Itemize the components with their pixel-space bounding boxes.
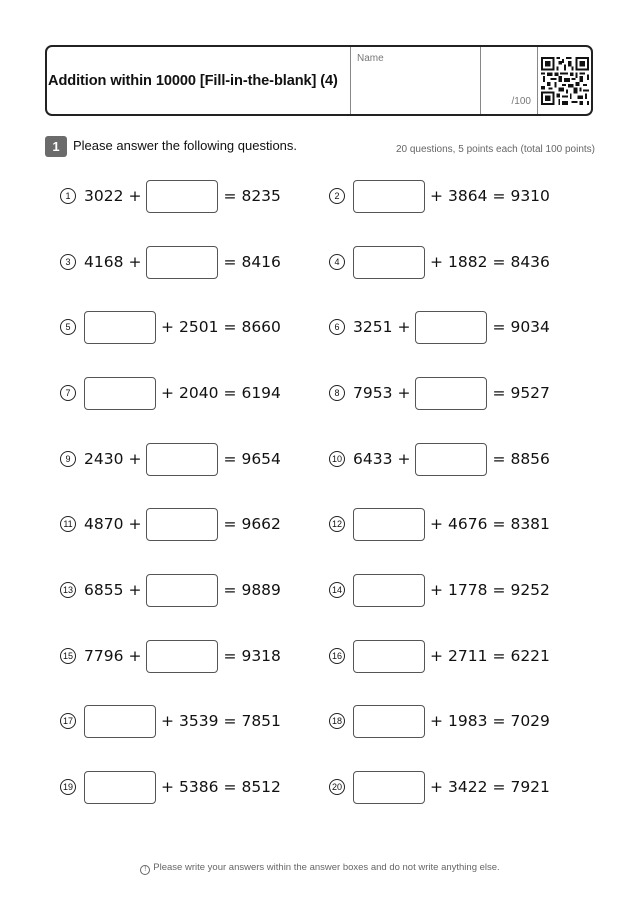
question-number-badge: 10: [329, 451, 345, 467]
equals-sign: =: [223, 515, 237, 533]
plus-sign: +: [430, 647, 443, 665]
question-number-badge: 19: [60, 779, 76, 795]
answer-box[interactable]: [84, 311, 156, 344]
qr-code-icon: [541, 57, 589, 105]
equals-sign: =: [223, 647, 237, 665]
addend-b: 3539: [179, 712, 219, 730]
sum-value: 8512: [241, 778, 281, 796]
equals-sign: =: [223, 318, 237, 336]
answer-box[interactable]: [353, 574, 425, 607]
plus-sign: +: [397, 384, 411, 402]
addend-b: 4676: [448, 515, 488, 533]
plus-sign: +: [161, 712, 174, 730]
score-field: [481, 47, 538, 114]
question-number-badge: 18: [329, 713, 345, 729]
equals-sign: =: [223, 450, 237, 468]
question-9: [60, 441, 281, 477]
answer-box[interactable]: [146, 443, 218, 476]
question-number-badge: 7: [60, 385, 76, 401]
answer-box[interactable]: [146, 180, 218, 213]
question-number-badge: 17: [60, 713, 76, 729]
addend-b: 3864: [448, 187, 488, 205]
equals-sign: =: [492, 187, 506, 205]
answer-box[interactable]: [146, 640, 218, 673]
answer-box[interactable]: [353, 705, 425, 738]
addend-a: 2430: [84, 450, 124, 468]
sum-value: 6221: [510, 647, 550, 665]
name-label: Name: [357, 53, 384, 64]
question-number-badge: 12: [329, 516, 345, 532]
question-12: [329, 506, 550, 542]
answer-box[interactable]: [84, 705, 156, 738]
answer-box[interactable]: [353, 508, 425, 541]
equals-sign: =: [223, 253, 237, 271]
plus-sign: +: [128, 253, 142, 271]
answer-box[interactable]: [84, 377, 156, 410]
plus-sign: +: [128, 450, 142, 468]
question-number-badge: 14: [329, 582, 345, 598]
sum-value: 6194: [241, 384, 281, 402]
plus-sign: +: [128, 581, 142, 599]
sum-value: 7851: [241, 712, 281, 730]
qr-cell: [538, 47, 591, 114]
addend-b: 1882: [448, 253, 488, 271]
plus-sign: +: [430, 253, 443, 271]
equals-sign: =: [223, 778, 237, 796]
answer-box[interactable]: [415, 377, 487, 410]
addend-a: 4870: [84, 515, 124, 533]
equals-sign: =: [492, 647, 506, 665]
question-10: [329, 441, 550, 477]
equals-sign: =: [492, 712, 506, 730]
answer-box[interactable]: [415, 311, 487, 344]
plus-sign: +: [430, 712, 443, 730]
points-note: 20 questions, 5 points each (total 100 points): [395, 144, 595, 155]
equals-sign: =: [223, 712, 237, 730]
plus-sign: +: [128, 647, 142, 665]
sum-value: 9034: [510, 318, 550, 336]
question-17: [60, 703, 281, 739]
plus-sign: +: [430, 515, 443, 533]
worksheet-header: [45, 45, 593, 116]
equals-sign: =: [492, 515, 506, 533]
question-number-badge: 5: [60, 319, 76, 335]
question-19: [60, 769, 281, 805]
plus-sign: +: [430, 187, 443, 205]
answer-box[interactable]: [353, 246, 425, 279]
question-6: [329, 309, 550, 345]
question-number-badge: 9: [60, 451, 76, 467]
plus-sign: +: [430, 581, 443, 599]
score-label: /100: [511, 96, 531, 107]
equals-sign: =: [223, 581, 237, 599]
addend-b: 2501: [179, 318, 219, 336]
question-11: [60, 506, 281, 542]
addend-b: 1778: [448, 581, 488, 599]
footer-note: [0, 862, 640, 875]
sum-value: 9654: [241, 450, 281, 468]
plus-sign: +: [161, 384, 174, 402]
equals-sign: =: [492, 384, 506, 402]
sum-value: 8856: [510, 450, 550, 468]
question-number-badge: 15: [60, 648, 76, 664]
sum-value: 8416: [241, 253, 281, 271]
question-18: [329, 703, 550, 739]
question-20: [329, 769, 550, 805]
question-13: [60, 572, 281, 608]
name-field[interactable]: [351, 47, 481, 114]
question-number-badge: 8: [329, 385, 345, 401]
footer-text: Please write your answers within the answer boxes and do not write anything else.: [153, 862, 500, 873]
answer-box[interactable]: [84, 771, 156, 804]
addend-a: 6855: [84, 581, 124, 599]
sum-value: 8660: [241, 318, 281, 336]
worksheet-title: Addition within 10000 [Fill-in-the-blank] (4): [48, 72, 338, 89]
question-number-badge: 20: [329, 779, 345, 795]
answer-box[interactable]: [353, 180, 425, 213]
title-cell: [47, 47, 351, 114]
addend-b: 3422: [448, 778, 488, 796]
info-icon: !: [140, 865, 150, 875]
sum-value: 8436: [510, 253, 550, 271]
question-number-badge: 11: [60, 516, 76, 532]
plus-sign: +: [161, 778, 174, 796]
equals-sign: =: [492, 318, 506, 336]
sum-value: 8381: [510, 515, 550, 533]
question-number-badge: 6: [329, 319, 345, 335]
plus-sign: +: [397, 318, 411, 336]
answer-box[interactable]: [146, 574, 218, 607]
answer-box[interactable]: [353, 771, 425, 804]
equals-sign: =: [223, 384, 237, 402]
sum-value: 9662: [241, 515, 281, 533]
plus-sign: +: [128, 515, 142, 533]
addend-a: 7953: [353, 384, 393, 402]
question-4: [329, 244, 550, 280]
section-instruction: Please answer the following questions.: [73, 138, 298, 153]
plus-sign: +: [430, 778, 443, 796]
question-15: [60, 638, 281, 674]
sum-value: 7921: [510, 778, 550, 796]
equals-sign: =: [492, 450, 506, 468]
addend-b: 5386: [179, 778, 219, 796]
question-number-badge: 13: [60, 582, 76, 598]
addend-b: 2040: [179, 384, 219, 402]
question-3: [60, 244, 281, 280]
plus-sign: +: [397, 450, 411, 468]
sum-value: 8235: [241, 187, 281, 205]
question-16: [329, 638, 550, 674]
sum-value: 9252: [510, 581, 550, 599]
addend-a: 3251: [353, 318, 393, 336]
question-number-badge: 2: [329, 188, 345, 204]
plus-sign: +: [161, 318, 174, 336]
question-2: [329, 178, 550, 214]
addend-a: 6433: [353, 450, 393, 468]
answer-box[interactable]: [415, 443, 487, 476]
addend-a: 7796: [84, 647, 124, 665]
question-14: [329, 572, 550, 608]
question-number-badge: 3: [60, 254, 76, 270]
question-number-badge: 16: [329, 648, 345, 664]
answer-box[interactable]: [146, 246, 218, 279]
question-1: [60, 178, 281, 214]
sum-value: 9318: [241, 647, 281, 665]
question-7: [60, 375, 281, 411]
equals-sign: =: [492, 253, 506, 271]
question-number-badge: 4: [329, 254, 345, 270]
equals-sign: =: [223, 187, 237, 205]
question-8: [329, 375, 550, 411]
equals-sign: =: [492, 581, 506, 599]
question-5: [60, 309, 281, 345]
sum-value: 9310: [510, 187, 550, 205]
sum-value: 7029: [510, 712, 550, 730]
answer-box[interactable]: [146, 508, 218, 541]
answer-box[interactable]: [353, 640, 425, 673]
section-number-badge: 1: [45, 136, 67, 157]
equals-sign: =: [492, 778, 506, 796]
addend-a: 4168: [84, 253, 124, 271]
sum-value: 9889: [241, 581, 281, 599]
plus-sign: +: [128, 187, 142, 205]
addend-b: 2711: [448, 647, 488, 665]
sum-value: 9527: [510, 384, 550, 402]
addend-a: 3022: [84, 187, 124, 205]
section-1: [45, 136, 595, 158]
question-number-badge: 1: [60, 188, 76, 204]
addend-b: 1983: [448, 712, 488, 730]
